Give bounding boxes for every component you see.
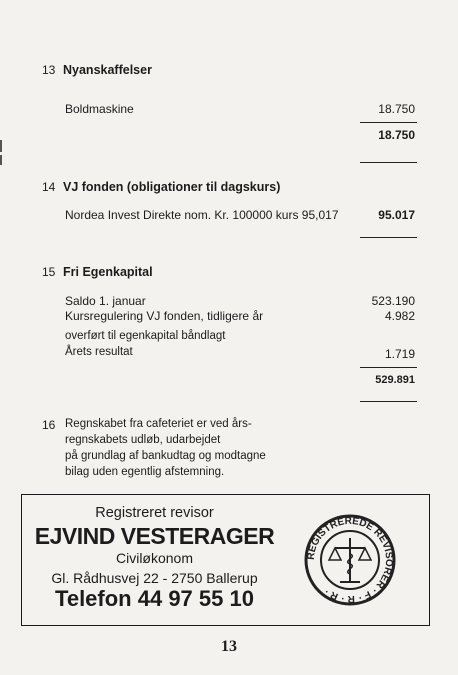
advert-title: Registreret revisor [95, 505, 214, 521]
note-row-amount: 4.982 [384, 309, 415, 323]
advert-name: EJVIND VESTERAGER [34, 523, 275, 549]
note-row-text: Boldmaskine [65, 102, 134, 116]
double-underline [360, 162, 417, 163]
note-line: Regnskabet fra cafeteriet er ved års- [65, 418, 252, 430]
double-underline [360, 401, 417, 402]
note-row-text: Kursregulering VJ fonden, tidligere år [65, 309, 264, 323]
advert-phone: Telefon 44 97 55 10 [55, 586, 254, 611]
total-rule [360, 122, 417, 123]
note-number: 14 [42, 180, 56, 194]
note-number: 15 [42, 265, 56, 279]
advert-address: Gl. Rådhusvej 22 - 2750 Ballerup [51, 570, 258, 586]
svg-text:REGISTREREDE REVISORER · F · R: REGISTREREDE REVISORER · F · R · R · [305, 515, 395, 605]
note-row-text: overført til egenkapital båndlagt [65, 330, 226, 342]
note-number: 16 [42, 418, 56, 432]
note-total: 18.750 [378, 128, 415, 142]
note-row-text: Årets resultat [65, 346, 133, 358]
note-row-text: Saldo 1. januar [65, 294, 146, 308]
page-edge-mark [0, 155, 2, 165]
page-edge-mark [0, 140, 2, 152]
note-heading: VJ fonden (obligationer til dagskurs) [63, 180, 281, 194]
note-heading: Nyanskaffelser [63, 63, 152, 77]
advert-profession: Civiløkonom [115, 550, 193, 566]
note-line: bilag uden egentlig afstemning. [65, 466, 225, 478]
total-rule [360, 367, 417, 368]
note-line: regnskabets udløb, udarbejdet [65, 434, 221, 446]
auditor-advert [21, 494, 430, 626]
note-number: 13 [42, 63, 56, 77]
note-row-amount: 523.190 [371, 294, 415, 308]
note-row-amount: 95.017 [378, 208, 415, 222]
note-heading: Fri Egenkapital [63, 265, 153, 279]
note-total: 529.891 [375, 374, 415, 386]
note-row-amount: 18.750 [378, 102, 415, 116]
page-number: 13 [221, 638, 237, 655]
note-line: på grundlag af bankudtag og modtagne [65, 450, 266, 462]
auditor-seal-icon [302, 512, 398, 608]
double-underline [360, 237, 417, 238]
note-row-text: Nordea Invest Direkte nom. Kr. 100000 kurs 95,017 [65, 208, 339, 222]
note-row-amount: 1.719 [384, 347, 415, 361]
